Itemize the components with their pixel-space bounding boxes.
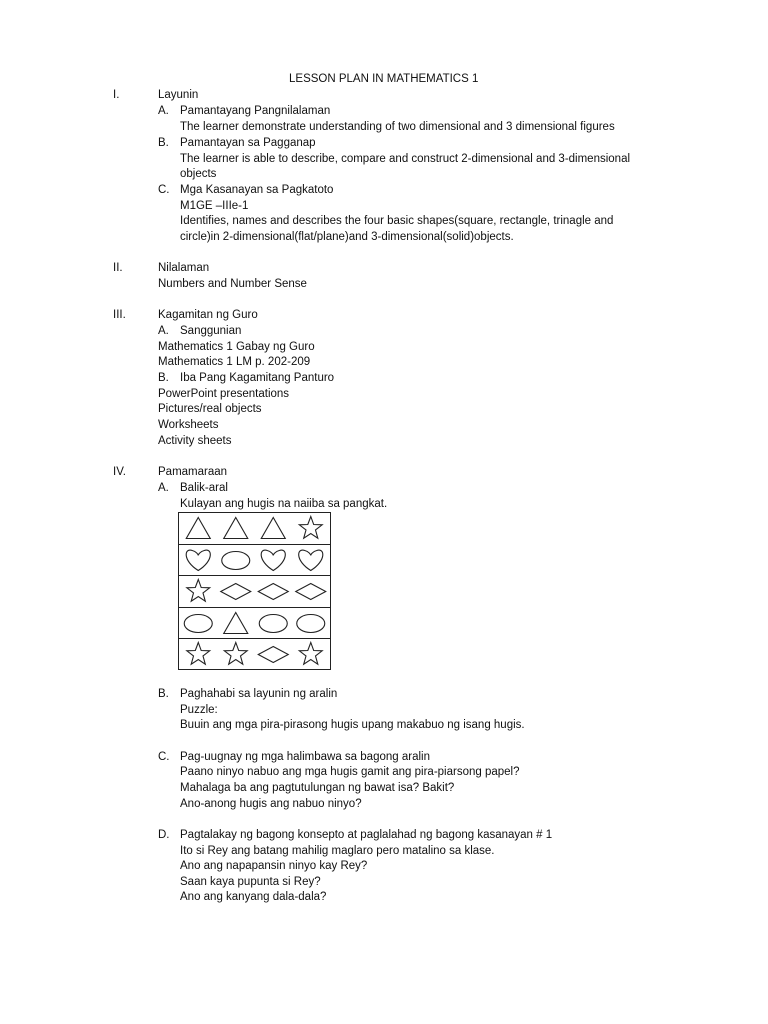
section-number: III. — [113, 309, 126, 321]
section-number: IV. — [113, 466, 127, 478]
shape-row-svg — [179, 639, 330, 670]
star-icon — [187, 642, 210, 664]
item-text: Buuin ang mga pira-pirasong hugis upang makabuo ng isang hugis. — [180, 719, 525, 731]
shape-row-svg — [179, 513, 330, 544]
list-item: Mathematics 1 Gabay ng Guro — [158, 341, 315, 353]
question: Ito si Rey ang batang mahilig maglaro pero matalino sa klase. — [180, 845, 495, 857]
heart-icon — [299, 550, 323, 570]
shape-row-svg — [179, 608, 330, 639]
diamond-icon — [296, 584, 326, 600]
item-letter: A. — [158, 482, 169, 494]
triangle-icon — [261, 518, 285, 539]
item-label: Pamantayang Pangnilalaman — [180, 105, 331, 117]
question: Paano ninyo nabuo ang mga hugis gamit ang pira-piarsong papel? — [180, 766, 520, 778]
item-label: Sanggunian — [180, 325, 242, 337]
list-item: PowerPoint presentations — [158, 388, 290, 400]
section-text: Numbers and Number Sense — [158, 278, 307, 290]
item-label: Balik-aral — [180, 482, 228, 494]
section-heading: Nilalaman — [158, 262, 210, 274]
item-text: circle)in 2-dimensional(flat/plane)and 3-dimensional(solid)objects. — [180, 231, 514, 243]
item-text: The learner is able to describe, compare and construct 2-dimensional and 3-dimensional — [180, 153, 631, 165]
triangle-icon — [224, 612, 248, 633]
question: Saan kaya pupunta si Rey? — [180, 876, 321, 888]
item-text: Puzzle: — [180, 704, 218, 716]
item-text: The learner demonstrate understanding of two dimensional and 3 dimensional figures — [180, 121, 615, 133]
item-letter: B. — [158, 688, 169, 700]
question: Ano-anong hugis ang nabuo ninyo? — [180, 798, 362, 810]
item-label: Pagtalakay ng bagong konsepto at paglalahad ng bagong kasanayan # 1 — [180, 829, 553, 841]
diamond-icon — [258, 584, 288, 600]
list-item: Mathematics 1 LM p. 202-209 — [158, 356, 311, 368]
section-heading: Pamamaraan — [158, 466, 228, 478]
shape-worksheet-grid — [178, 512, 331, 670]
item-letter: C. — [158, 184, 170, 196]
star-icon — [299, 642, 322, 664]
section-heading: Kagamitan ng Guro — [158, 309, 258, 321]
star-icon — [187, 580, 210, 602]
oval-icon — [222, 552, 250, 570]
heart-icon — [186, 550, 210, 570]
triangle-icon — [186, 518, 210, 539]
item-label: Iba Pang Kagamitang Panturo — [180, 372, 335, 384]
shape-row — [179, 638, 330, 670]
item-label: Pamantayan sa Pagganap — [180, 137, 316, 149]
item-letter: D. — [158, 829, 170, 841]
shape-row — [179, 575, 330, 607]
competency-code: M1GE –IIIe-1 — [180, 200, 249, 212]
heart-icon — [261, 550, 285, 570]
shape-row-svg — [179, 576, 330, 607]
item-letter: C. — [158, 751, 170, 763]
item-label: Pag-uugnay ng mga halimbawa sa bagong aralin — [180, 751, 430, 763]
item-letter: A. — [158, 325, 169, 337]
item-letter: A. — [158, 105, 169, 117]
shape-row — [179, 607, 330, 639]
page-title: LESSON PLAN IN MATHEMATICS 1 — [289, 73, 479, 85]
section-heading: Layunin — [158, 89, 199, 101]
item-text: Identifies, names and describes the four basic shapes(square, rectangle, trinagle and — [180, 215, 614, 227]
triangle-icon — [224, 518, 248, 539]
shape-row — [179, 544, 330, 576]
star-icon — [224, 642, 247, 664]
item-label: Mga Kasanayan sa Pagkatoto — [180, 184, 334, 196]
item-text: Kulayan ang hugis na naiiba sa pangkat. — [180, 498, 388, 510]
oval-icon — [259, 614, 287, 632]
section-number: II. — [113, 262, 123, 274]
question: Ano ang kanyang dala-dala? — [180, 891, 327, 903]
oval-icon — [297, 614, 325, 632]
item-label: Paghahabi sa layunin ng aralin — [180, 688, 338, 700]
diamond-icon — [221, 584, 251, 600]
diamond-icon — [258, 646, 288, 662]
list-item: Worksheets — [158, 419, 219, 431]
shape-row-svg — [179, 545, 330, 576]
list-item: Activity sheets — [158, 435, 232, 447]
section-number: I. — [113, 89, 120, 101]
question: Ano ang napapansin ninyo kay Rey? — [180, 860, 368, 872]
item-letter: B. — [158, 372, 169, 384]
item-text: objects — [180, 168, 217, 180]
oval-icon — [184, 614, 212, 632]
shape-row — [179, 513, 330, 544]
question: Mahalaga ba ang pagtutulungan ng bawat isa? Bakit? — [180, 782, 455, 794]
star-icon — [299, 517, 322, 539]
item-letter: B. — [158, 137, 169, 149]
list-item: Pictures/real objects — [158, 403, 262, 415]
